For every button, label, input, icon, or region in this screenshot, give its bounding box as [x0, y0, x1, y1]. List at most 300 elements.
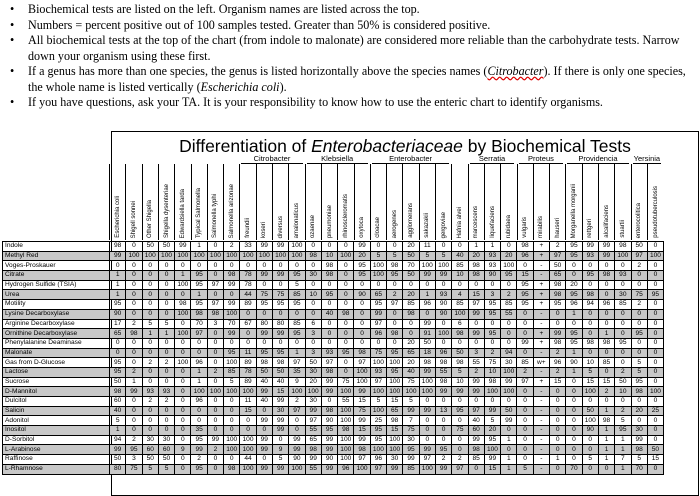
result-cell: 100	[582, 387, 598, 397]
result-cell: 99	[321, 464, 337, 474]
result-cell: 99	[468, 377, 484, 387]
organism-label: Other Shigella	[147, 199, 154, 238]
result-cell: 97	[452, 464, 468, 474]
result-cell: 0	[321, 338, 337, 348]
result-cell: 95	[631, 329, 647, 339]
organism-header	[419, 164, 435, 240]
result-cell: 100	[175, 280, 191, 290]
result-cell: 99	[419, 445, 435, 455]
organism-label: ozaenae	[310, 214, 317, 238]
result-cell: 1	[289, 348, 305, 358]
result-cell: 0	[484, 397, 500, 407]
result-cell: 0	[615, 397, 631, 407]
result-cell: 100	[338, 406, 354, 416]
result-cell: 0	[582, 329, 598, 339]
organism-label: marcescens	[473, 205, 480, 238]
result-cell: 99	[272, 329, 288, 339]
result-cell: 5	[158, 319, 174, 329]
result-cell: 44	[240, 290, 256, 300]
result-cell: 90	[435, 300, 451, 310]
organism-label: stuartii	[619, 220, 626, 238]
result-cell: 67	[240, 319, 256, 329]
result-cell: 0	[419, 435, 435, 445]
result-cell: 2	[550, 242, 566, 252]
result-cell: 0	[207, 290, 223, 300]
result-cell: 95	[517, 280, 533, 290]
test-name-cell: Adonitol	[3, 416, 110, 426]
result-cell: 95	[191, 280, 207, 290]
result-cell: 75	[403, 426, 419, 436]
result-cell: 0	[387, 280, 403, 290]
result-cell: 1	[484, 242, 500, 252]
result-cell: 97	[550, 251, 566, 261]
result-cell: 25	[647, 406, 663, 416]
result-cell: 100	[175, 358, 191, 368]
result-cell: 100	[289, 242, 305, 252]
result-cell: 99	[501, 377, 517, 387]
result-cell: 50	[142, 242, 158, 252]
table-row	[3, 261, 664, 271]
result-cell: 0	[387, 242, 403, 252]
result-cell: 0	[615, 261, 631, 271]
organism-label: mirabilis	[538, 215, 545, 238]
result-cell: 100	[370, 271, 386, 281]
result-cell: 3	[305, 329, 321, 339]
result-cell: 50	[158, 242, 174, 252]
result-cell: 55	[435, 367, 451, 377]
result-cell: -	[533, 426, 549, 436]
result-cell: 95	[370, 435, 386, 445]
result-cell: 95	[566, 338, 582, 348]
result-cell: 99	[484, 406, 500, 416]
result-cell: 95	[452, 406, 468, 416]
organism-header	[517, 164, 533, 240]
result-cell: 0	[468, 338, 484, 348]
organism-label: cloacae	[375, 217, 382, 238]
chart-title	[112, 136, 698, 157]
result-cell: 0	[550, 387, 566, 397]
result-cell: -	[533, 406, 549, 416]
result-cell: 0	[305, 242, 321, 252]
result-cell: 0	[224, 290, 240, 300]
result-cell: 2	[452, 455, 468, 465]
result-cell: 0	[566, 445, 582, 455]
result-cell: 0	[272, 309, 288, 319]
result-cell: 100	[615, 251, 631, 261]
result-cell: 97	[468, 406, 484, 416]
organism-label: gergoviae	[440, 211, 447, 238]
result-cell: 0	[126, 300, 142, 310]
result-cell: 1	[598, 426, 614, 436]
instruction-text: Numbers = percent positive out of 100 samples tested. Greater than 50% is considered positive.	[28, 17, 491, 32]
result-cell: 0	[321, 280, 337, 290]
result-cell: 100	[224, 251, 240, 261]
result-cell: 0	[224, 261, 240, 271]
result-cell: 95	[191, 300, 207, 310]
result-cell: 99	[256, 271, 272, 281]
result-cell: 100	[501, 261, 517, 271]
organism-header	[549, 164, 565, 240]
result-cell: 95	[435, 445, 451, 455]
organism-header	[174, 164, 190, 240]
result-cell: 97	[305, 416, 321, 426]
instruction-text: ).	[279, 79, 287, 94]
result-cell: 2	[615, 406, 631, 416]
result-cell: 78	[240, 367, 256, 377]
result-cell: 0	[126, 290, 142, 300]
result-cell: 0	[142, 338, 158, 348]
result-cell: 99	[272, 416, 288, 426]
result-cell: 70	[191, 319, 207, 329]
result-cell: 10	[615, 387, 631, 397]
chart-title-emphasis: Enterobacteriaceae	[311, 136, 463, 156]
result-cell: 0	[158, 377, 174, 387]
result-cell: 1	[615, 435, 631, 445]
result-cell: 98	[403, 309, 419, 319]
result-cell: 95	[566, 290, 582, 300]
result-cell: 78	[240, 280, 256, 290]
organism-label: liquefaciens	[489, 206, 496, 238]
result-cell: 5	[272, 455, 288, 465]
result-cell: 10	[484, 367, 500, 377]
result-cell: 0	[207, 271, 223, 281]
result-cell: 89	[240, 377, 256, 387]
result-cell: 0	[338, 338, 354, 348]
result-cell: 0	[272, 338, 288, 348]
table-row	[3, 426, 664, 436]
result-cell: 0	[517, 426, 533, 436]
result-cell: 99	[256, 445, 272, 455]
result-cell: 55	[305, 426, 321, 436]
result-cell: -	[533, 455, 549, 465]
organism-header	[370, 164, 386, 240]
result-cell: 0	[175, 464, 191, 474]
result-cell: 99	[468, 329, 484, 339]
result-cell: 99	[598, 242, 614, 252]
result-cell: 6	[452, 319, 468, 329]
result-cell: 99	[224, 280, 240, 290]
result-cell: 95	[191, 435, 207, 445]
result-cell: 5	[224, 377, 240, 387]
result-cell: 97	[354, 358, 370, 368]
organism-label: diversus	[277, 215, 284, 238]
result-cell: 100	[256, 251, 272, 261]
result-cell: 97	[321, 358, 337, 368]
result-cell: 0	[240, 261, 256, 271]
result-cell: 96	[598, 300, 614, 310]
result-cell: 0	[158, 290, 174, 300]
result-cell: 1	[191, 367, 207, 377]
result-cell: 98	[110, 242, 126, 252]
test-name-cell: Lysine Decarboxylase	[3, 309, 110, 319]
result-cell: 0	[517, 319, 533, 329]
result-cell: 40	[468, 416, 484, 426]
result-cell: 95	[289, 300, 305, 310]
result-cell: 100	[435, 261, 451, 271]
organism-label: agglomerans	[408, 203, 415, 238]
table-row	[3, 367, 664, 377]
instruction-item	[6, 2, 694, 18]
result-cell: 0	[452, 435, 468, 445]
result-cell: 99	[598, 251, 614, 261]
result-cell: 0	[224, 455, 240, 465]
result-cell: 0	[354, 319, 370, 329]
result-cell: 50	[550, 261, 566, 271]
result-cell: 99	[484, 455, 500, 465]
result-cell: 97	[370, 377, 386, 387]
organism-header	[354, 164, 370, 240]
organism-label: Escherichia coli	[114, 196, 121, 238]
result-cell: 50	[158, 455, 174, 465]
result-cell: 0	[207, 397, 223, 407]
result-cell: 5	[403, 397, 419, 407]
result-cell: 0	[452, 242, 468, 252]
result-cell: 0	[191, 348, 207, 358]
result-cell: 0	[647, 377, 663, 387]
result-cell: 95	[550, 300, 566, 310]
result-cell: 98	[354, 445, 370, 455]
test-name-cell: L-Arabinose	[3, 445, 110, 455]
result-cell: 55	[501, 309, 517, 319]
result-cell: 100	[338, 251, 354, 261]
result-cell: 99	[403, 406, 419, 416]
result-cell: 95	[403, 445, 419, 455]
result-cell: 98	[321, 261, 337, 271]
result-cell: 1	[598, 435, 614, 445]
result-cell: 65	[550, 271, 566, 281]
result-cell: 0	[468, 280, 484, 290]
result-cell: 100	[240, 435, 256, 445]
result-cell: 0	[566, 377, 582, 387]
table-row	[3, 445, 664, 455]
result-cell: 100	[240, 387, 256, 397]
organism-header	[142, 164, 158, 240]
result-cell: 20	[468, 251, 484, 261]
result-cell: 0	[631, 280, 647, 290]
organism-header	[158, 164, 174, 240]
result-cell: 99	[419, 406, 435, 416]
result-cell: -	[533, 348, 549, 358]
organism-header	[321, 164, 337, 240]
table-row	[3, 319, 664, 329]
result-cell: -	[533, 367, 549, 377]
test-results-table	[2, 241, 664, 475]
result-cell: 0	[517, 416, 533, 426]
result-cell: 30	[305, 397, 321, 407]
result-cell: 0	[224, 406, 240, 416]
result-cell: 0	[158, 271, 174, 281]
result-cell: 0	[207, 338, 223, 348]
result-cell: 0	[615, 280, 631, 290]
result-cell: 98	[550, 280, 566, 290]
result-cell: 1	[110, 426, 126, 436]
result-cell: 0	[566, 397, 582, 407]
result-cell: 7	[615, 455, 631, 465]
result-cell: 100	[175, 309, 191, 319]
result-cell: 90	[484, 271, 500, 281]
result-cell: 70	[403, 261, 419, 271]
result-cell: 100	[387, 358, 403, 368]
result-cell: 0	[338, 329, 354, 339]
result-cell: 100	[435, 329, 451, 339]
result-cell: 1	[110, 290, 126, 300]
result-cell: 99	[256, 416, 272, 426]
result-cell: 20	[403, 242, 419, 252]
result-cell: 98	[387, 416, 403, 426]
result-cell: 98	[272, 358, 288, 368]
result-cell: 0	[582, 309, 598, 319]
result-cell: 2	[468, 367, 484, 377]
result-cell: 99	[224, 300, 240, 310]
result-cell: 0	[566, 426, 582, 436]
result-cell: 99	[370, 309, 386, 319]
result-cell: 95	[501, 271, 517, 281]
result-cell: 99	[517, 338, 533, 348]
result-cell: 0	[566, 271, 582, 281]
result-cell: 1	[566, 309, 582, 319]
result-cell: 0	[615, 358, 631, 368]
test-name-cell: Phenylalanine Deaminase	[3, 338, 110, 348]
result-cell: 2	[387, 290, 403, 300]
result-cell: -	[533, 309, 549, 319]
result-cell: 10	[452, 271, 468, 281]
test-name-cell: Inositol	[3, 426, 110, 436]
result-cell: 100	[419, 387, 435, 397]
result-cell: 0	[435, 242, 451, 252]
result-cell: 1	[419, 290, 435, 300]
result-cell: 30	[158, 435, 174, 445]
result-cell: 97	[370, 464, 386, 474]
result-cell: 85	[403, 464, 419, 474]
result-cell: 0	[110, 348, 126, 358]
result-cell: 95	[484, 300, 500, 310]
test-name-cell: Hydrogen Sulfide (TSIA)	[3, 280, 110, 290]
instruction-item	[6, 18, 694, 34]
result-cell: 20	[354, 251, 370, 261]
result-cell: 65	[305, 435, 321, 445]
genus-label: Serratia	[470, 155, 515, 164]
result-cell: 5	[631, 358, 647, 368]
result-cell: 0	[484, 338, 500, 348]
result-cell: 95	[517, 290, 533, 300]
result-cell: 97	[289, 358, 305, 368]
result-cell: 0	[452, 397, 468, 407]
result-cell: 20	[403, 338, 419, 348]
result-cell: 0	[550, 309, 566, 319]
result-cell: 99	[256, 464, 272, 474]
result-cell: 0	[158, 406, 174, 416]
result-cell: 20	[305, 377, 321, 387]
result-cell: 100	[370, 358, 386, 368]
result-cell: 98	[435, 358, 451, 368]
result-cell: 99	[224, 329, 240, 339]
result-cell: 50	[615, 377, 631, 387]
result-cell: 96	[550, 358, 566, 368]
result-cell: 96	[435, 348, 451, 358]
result-cell: 99	[435, 271, 451, 281]
result-cell: 99	[272, 464, 288, 474]
result-cell: 95	[289, 271, 305, 281]
result-cell: 0	[338, 367, 354, 377]
result-cell: 97	[419, 455, 435, 465]
result-cell: 95	[321, 290, 337, 300]
test-name-cell: Arginine Decarboxylase	[3, 319, 110, 329]
result-cell: 98	[256, 358, 272, 368]
genus-label: Klebsiella	[307, 155, 368, 164]
result-cell: 98	[207, 309, 223, 319]
chart-title-text: Differentiation of	[179, 136, 312, 156]
test-name-cell: D-Sorbitol	[3, 435, 110, 445]
result-cell: 17	[110, 319, 126, 329]
result-cell: 0	[272, 435, 288, 445]
result-cell: 0	[354, 300, 370, 310]
result-cell: 85	[517, 358, 533, 368]
result-cell: 0	[566, 455, 582, 465]
organism-label: Salmonella typhi	[212, 193, 219, 238]
result-cell: 2	[207, 445, 223, 455]
result-cell: -	[533, 387, 549, 397]
result-cell: +	[533, 251, 549, 261]
result-cell: 95	[110, 300, 126, 310]
result-cell: 0	[175, 367, 191, 377]
result-cell: 15	[468, 290, 484, 300]
result-cell: 0	[191, 261, 207, 271]
result-cell: 0	[256, 309, 272, 319]
result-cell: 0	[240, 426, 256, 436]
result-cell: 98	[321, 271, 337, 281]
result-cell: 15	[354, 397, 370, 407]
result-cell: 0	[435, 416, 451, 426]
result-cell: 99	[289, 445, 305, 455]
result-cell: 20	[403, 290, 419, 300]
result-cell: 100	[191, 251, 207, 261]
result-cell: 0	[207, 416, 223, 426]
result-cell: 0	[598, 464, 614, 474]
result-cell: 0	[582, 435, 598, 445]
result-cell: 15	[598, 377, 614, 387]
result-cell: 0	[305, 338, 321, 348]
test-name-cell: Urea	[3, 290, 110, 300]
organism-label: alcalifaciens	[603, 205, 610, 238]
result-cell: 95	[370, 426, 386, 436]
result-cell: 98	[615, 242, 631, 252]
table-row	[3, 280, 664, 290]
result-cell: 0	[598, 280, 614, 290]
result-cell: 0	[566, 435, 582, 445]
result-cell: 93	[484, 251, 500, 261]
result-cell: 50	[452, 348, 468, 358]
instructions-panel	[6, 2, 694, 111]
result-cell: 0	[175, 387, 191, 397]
result-cell: 0	[582, 261, 598, 271]
result-cell: 2	[126, 435, 142, 445]
result-cell: 95	[582, 271, 598, 281]
organism-header	[598, 164, 614, 240]
result-cell: 0	[452, 445, 468, 455]
result-cell: 97	[354, 455, 370, 465]
result-cell: 0	[582, 464, 598, 474]
result-cell: 0	[615, 309, 631, 319]
result-cell: 95	[191, 271, 207, 281]
result-cell: 98	[582, 338, 598, 348]
organism-header	[239, 164, 255, 240]
result-cell: 99	[468, 387, 484, 397]
result-cell: 0	[175, 435, 191, 445]
table-row	[3, 406, 664, 416]
result-cell: 0	[647, 329, 663, 339]
test-name-cell: Raffinose	[3, 455, 110, 465]
result-cell: 0	[321, 329, 337, 339]
